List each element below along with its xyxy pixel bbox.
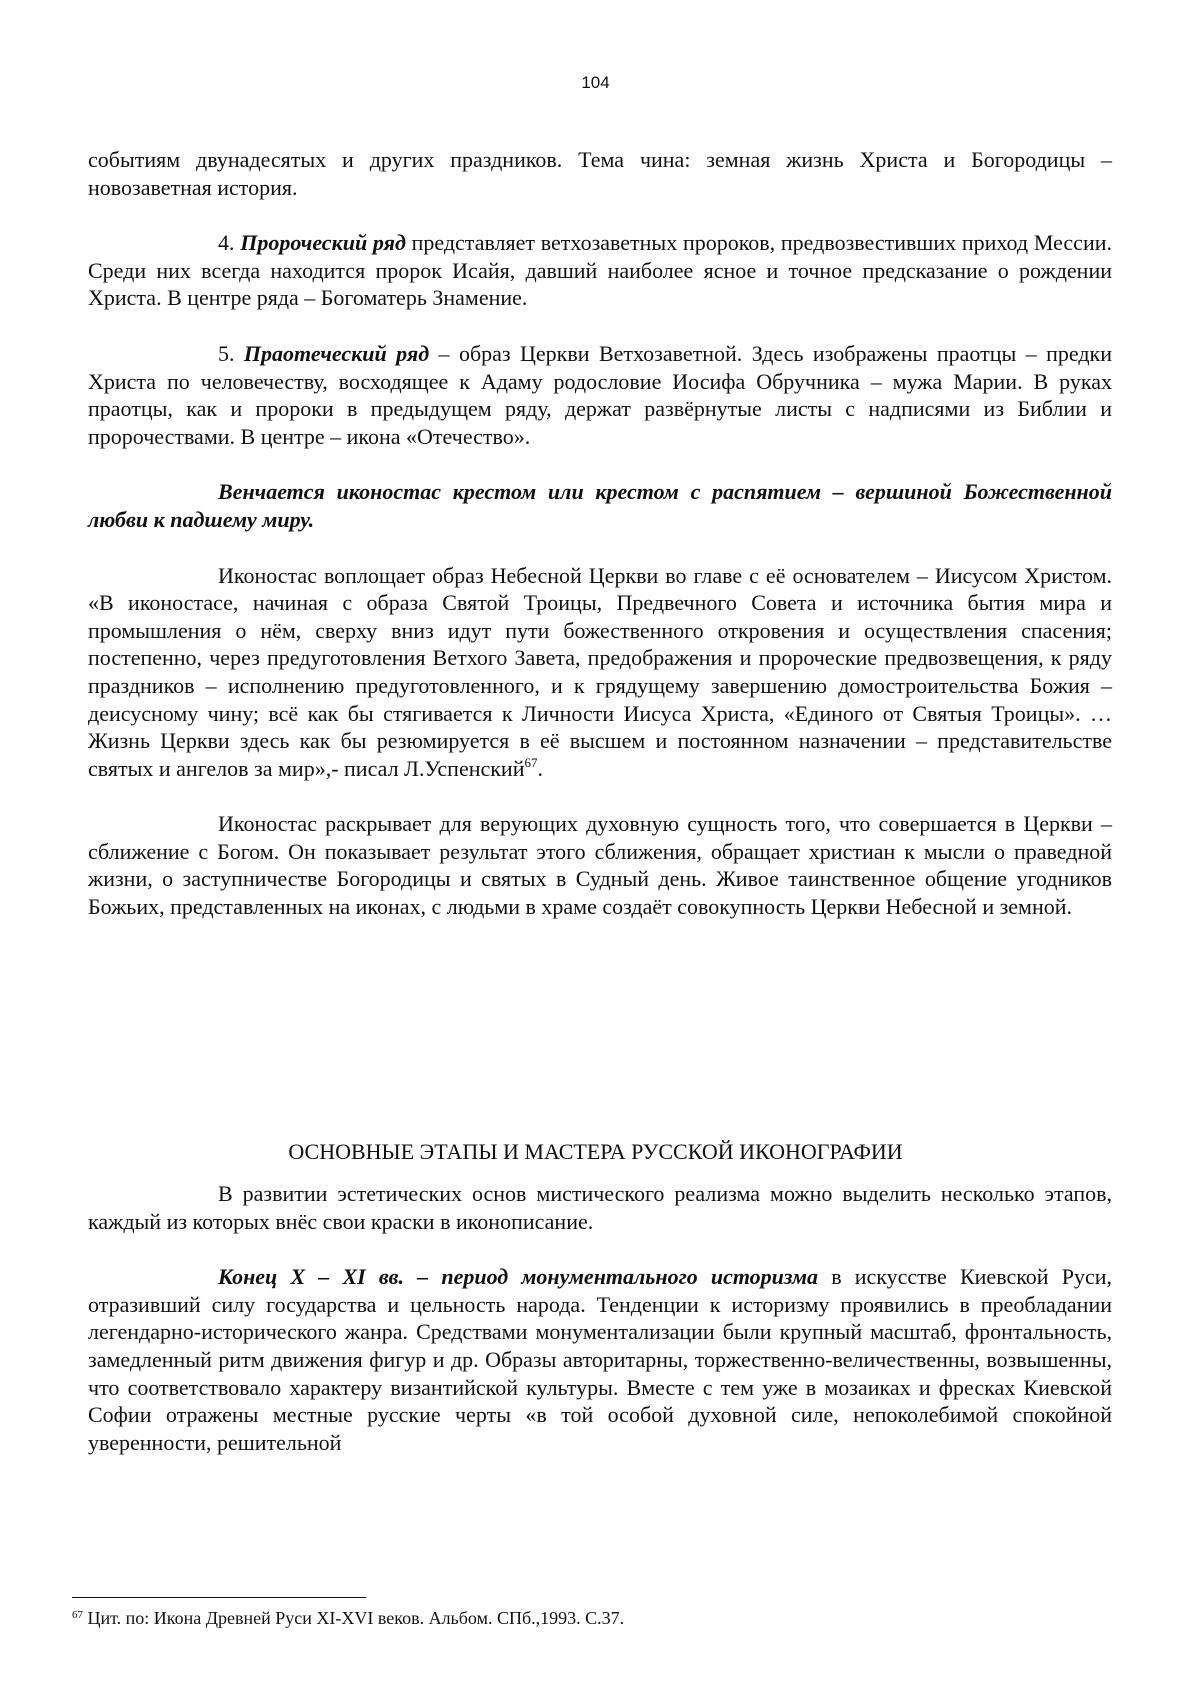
paragraph-iconostasis-meaning — [88, 810, 1112, 920]
paragraph-monumental-period — [88, 1263, 1112, 1456]
main-text — [88, 146, 1112, 921]
term-forefathers-row: Праотеческий ряд — [243, 340, 430, 366]
page-number: 104 — [581, 73, 610, 92]
paragraph-text: в искусстве Киевской Руси, отразивший силу государства и цельность народа. Тенденции к историзму проявились в преобладании легендарно-исторического жанра. Средствами монументализации были крупный масштаб, фронтальность, замедленный ритм движения фигур и др. Образы авторитарны, торжественно-величественны, возвышенны, что соответствовало характеру византийской культуры. Вместе с тем уже в мозаиках и фресках Киевской Софии отражены местные русские черты «в той особой духовной силе, непоколебимой спокойной уверенности, решительной — [88, 1264, 1113, 1455]
term-prophetic-row: Пророческий ряд — [240, 230, 406, 256]
paragraph-stages-intro — [88, 1180, 1112, 1235]
paragraph-text: событиям двунадесятых и других праздников. Тема чина: земная жизнь Христа и Богородицы – новозаветная история. — [88, 147, 1112, 200]
paragraph-continuation — [88, 146, 1112, 201]
paragraph-cross-crown: Венчается иконостас крестом или крестом с распятием – вершиной Божественной любви к падшему миру. — [88, 479, 1112, 532]
footnote-separator — [72, 1597, 366, 1598]
paragraph-text: – образ Церкви Ветхозаветной. Здесь изображены праотцы – предки Христа по человечеству, восходящее к Адаму родословие Иосифа Обручника – мужа Марии. В руках праотцы, как и пророки в предыдущем ряду, держат развёрнутые листы с надписями из Библии и пророчествами. В центре – икона «Отечество». — [88, 340, 1113, 449]
paragraph-text: В развитии эстетических основ мистического реализма можно выделить несколько этапов, каждый из которых внёс свои краски в иконописание. — [88, 1181, 1112, 1234]
footnote-number: 67 — [72, 1609, 83, 1621]
footnote-reference: 67 — [524, 754, 538, 770]
footnote-text: Цит. по: Икона Древней Руси XI-XVI веков. Альбом. СПб.,1993. С.37. — [83, 1608, 625, 1628]
term-monumental-period: Конец X – XI вв. – период монументального историзма — [218, 1264, 819, 1290]
footnote — [72, 1607, 624, 1629]
list-number: 5. — [218, 340, 244, 366]
paragraph-text: Иконостас воплощает образ Небесной Церкви во главе с её основателем – Иисусом Христом. «В иконостасе, начиная с образа Святой Троицы, Предвечного Совета и источника бытия мира и промышления о нём, сверху вниз идут пути божественного откровения и осуществления спасения; постепенно, через предуготовления Ветхого Завета, предображения и пророческие предвозвещения, к ряду праздников – исполнению предуготовленного, и к грядущему завершению домостроительства Божия – деисусному чину; всё как бы стягивается к Личности Иисуса Христа, «Единого от Святыя Троицы». … Жизнь Церкви здесь как бы резюмируется в её высшем и постоянном назначении – представительстве святых и ангелов за мир»,- писал Л.Успенский — [88, 562, 1112, 781]
paragraph-forefathers-row — [88, 340, 1112, 450]
list-number: 4. — [218, 230, 241, 256]
paragraph-iconostasis-image — [88, 562, 1112, 783]
paragraph-text-end: . — [537, 755, 543, 781]
paragraph-prophetic-row — [88, 229, 1112, 312]
section-heading: ОСНОВНЫЕ ЭТАПЫ И МАСТЕРА РУССКОЙ ИКОНОГРАФИИ — [288, 1139, 903, 1164]
paragraph-text: представляет ветхозаветных пророков, предвозвестивших приход Мессии. Среди них всегда находится пророк Исайя, давший наиболее ясное и точное предсказание о рождении Христа. В центре ряда – Богоматерь Знамение. — [88, 230, 1112, 311]
section-text — [88, 1180, 1112, 1456]
paragraph-text: Иконостас раскрывает для верующих духовную сущность того, что совершается в Церкви – сближение с Богом. Он показывает результат этого сближения, обращает христиан к мысли о праведной жизни, о заступничестве Богородицы и святых в Судный день. Живое таинственное общение угодников Божьих, представленных на иконах, с людьми в храме создаёт совокупность Церкви Небесной и земной. — [88, 811, 1112, 920]
